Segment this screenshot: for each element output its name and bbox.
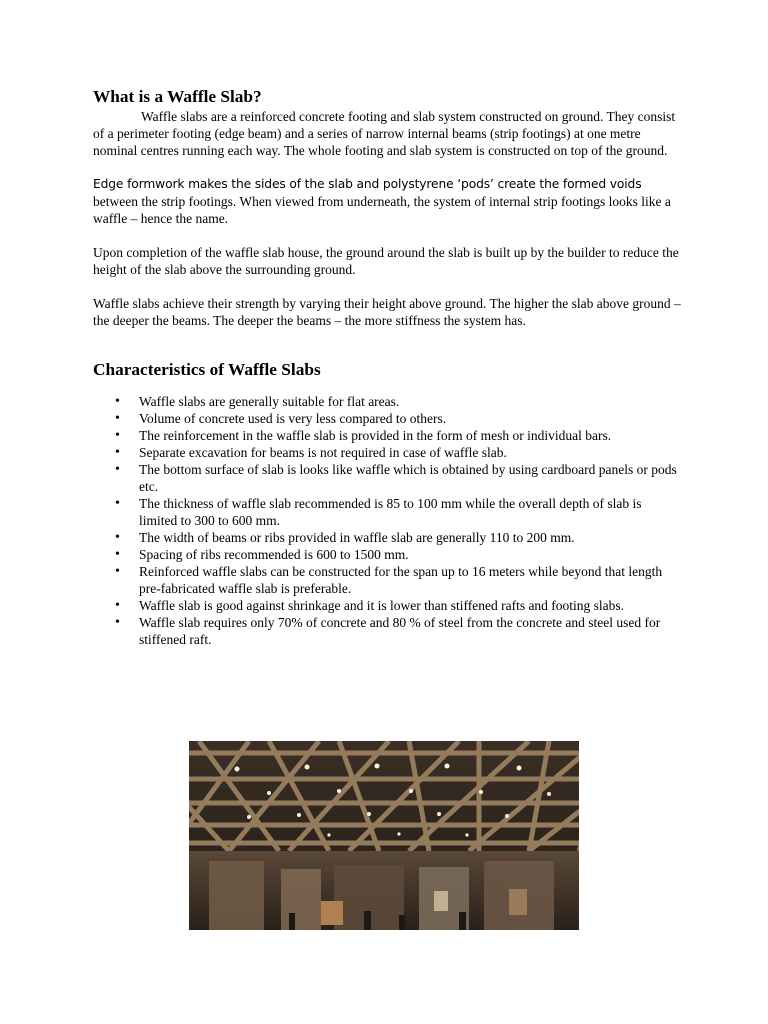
list-item: • Reinforced waffle slabs can be constructed for the span up to 16 meters while beyond that length pre-fabricated waffle slab is preferable. — [139, 563, 683, 597]
paragraph-edge-formwork: Edge formwork makes the sides of the slab and polystyrene ‘pods’ create the formed voids — [93, 177, 642, 191]
list-item: • The reinforcement in the waffle slab is provided in the form of mesh or individual bars. — [139, 427, 683, 444]
list-item: • Spacing of ribs recommended is 600 to 1500 mm. — [139, 546, 683, 563]
paragraph-completion: Upon completion of the waffle slab house, the ground around the slab is built up by the builder to reduce the height of the slab above the surrounding ground. — [93, 245, 679, 277]
list-item: • Waffle slabs are generally suitable for flat areas. — [139, 393, 683, 410]
list-item: • The width of beams or ribs provided in waffle slab are generally 110 to 200 mm. — [139, 529, 683, 546]
list-item: • Waffle slab requires only 70% of concrete and 80 % of steel from the concrete and steel used for stiffened raft. — [139, 614, 683, 648]
document-page — [93, 86, 683, 648]
list-item: • The bottom surface of slab is looks like waffle which is obtained by using cardboard panels or pods etc. — [139, 461, 683, 495]
paragraph-strength: Waffle slabs achieve their strength by varying their height above ground. The higher the slab above ground – the deeper the beams. The deeper the beams – the more stiffness the system has. — [93, 296, 681, 328]
waffle-ceiling-photo — [189, 741, 579, 930]
section-title-characteristics: Characteristics of Waffle Slabs — [93, 360, 321, 379]
characteristics-list — [93, 393, 683, 648]
list-item: • The thickness of waffle slab recommended is 85 to 100 mm while the overall depth of slab is limited to 300 to 600 mm. — [139, 495, 683, 529]
paragraph-strip-footings: between the strip footings. When viewed from underneath, the system of internal strip footings looks like a waffle – hence the name. — [93, 194, 671, 226]
gallery-walls — [209, 861, 554, 930]
list-item: • Waffle slab is good against shrinkage and it is lower than stiffened rafts and footing slabs. — [139, 597, 683, 614]
list-item: • Volume of concrete used is very less compared to others. — [139, 410, 683, 427]
list-item: • Separate excavation for beams is not required in case of waffle slab. — [139, 444, 683, 461]
section-title-what-is-waffle-slab: What is a Waffle Slab? — [93, 87, 262, 106]
paragraph-definition: Waffle slabs are a reinforced concrete footing and slab system constructed on ground. They consist of a perimeter footing (edge beam) and a series of narrow internal beams (strip footings) at one metre nominal centres running each way. The whole footing and slab system is constructed on top of the ground. — [93, 109, 676, 158]
